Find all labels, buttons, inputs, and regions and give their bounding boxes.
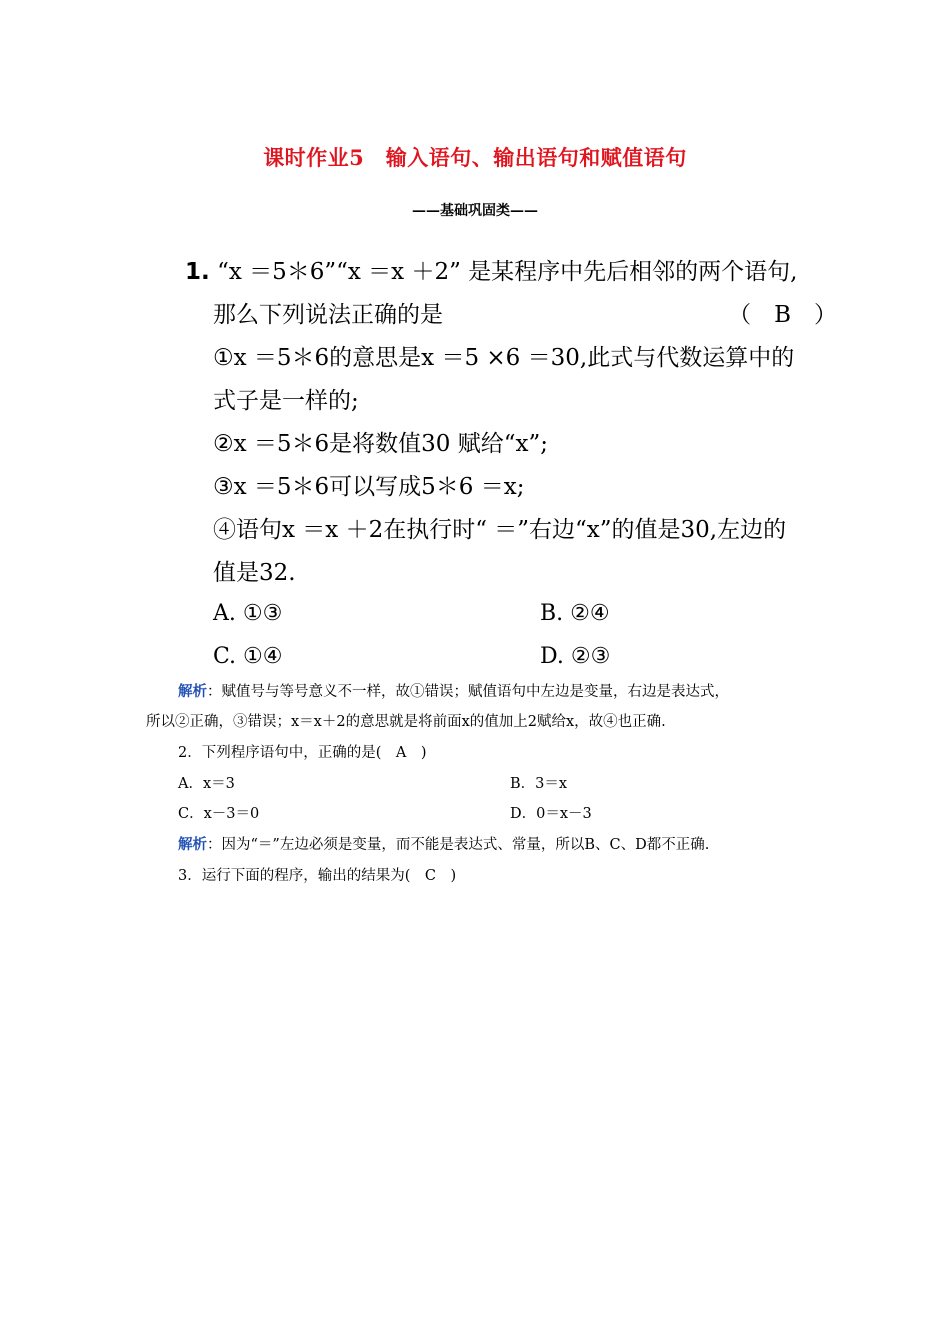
q1-statement-3: ③x ＝5＊6可以写成5＊6 ＝x; [213, 474, 525, 500]
page-title: 课时作业5 输入语句、输出语句和赋值语句 [263, 145, 687, 170]
q2-analysis-label: 解析 [178, 836, 207, 853]
q1-analysis-text-1: ：赋值号与等号意义不一样，故①错误；赋值语句中左边是变量，右边是表达式， [207, 684, 729, 700]
q1-stem-1: “x ＝5＊6”“x ＝x ＋2” 是某程序中先后相邻的两个语句, [217, 259, 798, 285]
q1-option-d: D. ②③ [540, 644, 611, 669]
q1-line1 [185, 258, 845, 286]
q1-number: 1. [185, 259, 210, 285]
section-subtitle: ——基础巩固类—— [412, 203, 538, 219]
q1-line2 [213, 301, 845, 329]
q2-analysis-text: ：因为“＝”左边必须是变量，而不能是表达式、常量，所以B、C、D都不正确. [207, 837, 710, 853]
q3-stem: 3．运行下面的程序，输出的结果为( C ) [178, 868, 457, 884]
q1-statement-1b: 式子是一样的; [213, 388, 359, 414]
q1-answer: （ B ） [728, 302, 837, 328]
q1-analysis-line1 [178, 682, 729, 702]
q1-statement-4b: 值是32. [213, 560, 296, 586]
q2-option-c: C．x－3＝0 [178, 806, 260, 822]
q2-option-b: B．3＝x [510, 776, 568, 792]
q2-stem: 2．下列程序语句中，正确的是( A ) [178, 745, 427, 761]
q1-analysis-label: 解析 [178, 683, 207, 700]
q2-option-d: D．0＝x－3 [510, 806, 592, 822]
q1-analysis-line2: 所以②正确，③错误；x＝x＋2的意思就是将前面x的值加上2赋给x，故④也正确. [146, 714, 666, 730]
q2-option-a: A．x＝3 [178, 776, 235, 792]
q1-statement-4a: ④语句x ＝x ＋2在执行时“ ＝”右边“x”的值是30,左边的 [213, 517, 787, 543]
q1-option-b: B. ②④ [540, 601, 610, 626]
q1-option-a: A. ①③ [213, 601, 283, 626]
q2-analysis [178, 835, 709, 855]
q1-statement-2: ②x ＝5＊6是将数值30 赋给“x”; [213, 431, 548, 457]
q1-statement-1a: ①x ＝5＊6的意思是x ＝5 ×6 ＝30,此式与代数运算中的 [213, 345, 795, 371]
q1-stem-2: 那么下列说法正确的是 [213, 302, 443, 328]
q1-option-c: C. ①④ [213, 644, 283, 669]
